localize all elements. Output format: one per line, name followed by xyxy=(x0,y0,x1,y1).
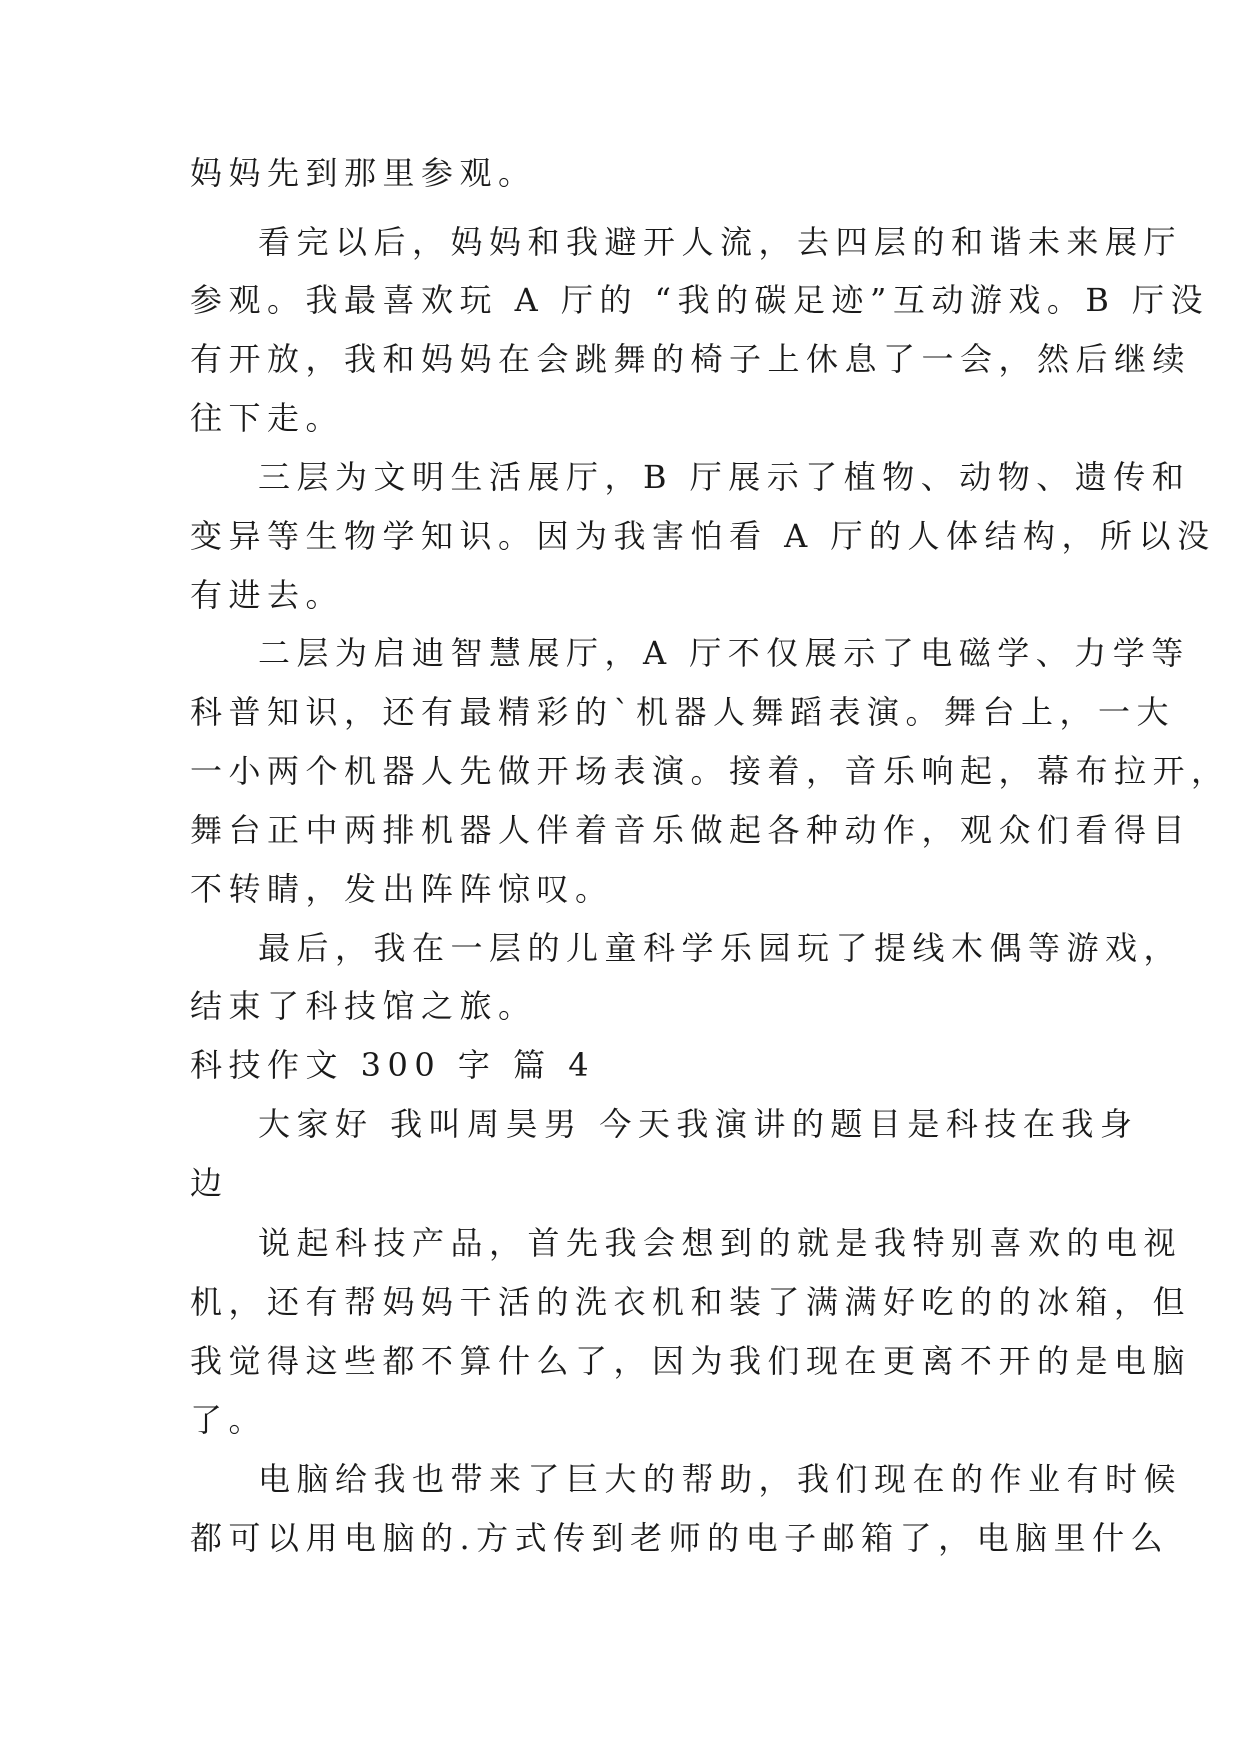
paragraph-line: 看完以后，妈妈和我避开人流，去四层的和谐未来展厅 xyxy=(258,223,1183,261)
paragraph-line: 机，还有帮妈妈干活的洗衣机和装了满满好吃的的冰箱，但 xyxy=(190,1283,1192,1321)
paragraph-line: 最后，我在一层的儿童科学乐园玩了提线木偶等游戏， xyxy=(258,929,1183,967)
paragraph-line: 变异等生物学知识。因为我害怕看 A 厅的人体结构，所以没 xyxy=(190,517,1216,555)
paragraph-line: 了。 xyxy=(190,1401,268,1439)
paragraph-line: 大家好 我叫周昊男 今天我演讲的题目是科技在我身 xyxy=(258,1105,1139,1143)
paragraph-line: 往下走。 xyxy=(190,399,345,437)
paragraph-line: 二层为启迪智慧展厅，A 厅不仅展示了电磁学、力学等 xyxy=(258,634,1190,672)
paragraph-line: 结束了科技馆之旅。 xyxy=(190,987,537,1025)
paragraph-line: 电脑给我也带来了巨大的帮助，我们现在的作业有时候 xyxy=(258,1460,1183,1498)
paragraph-line: 有开放，我和妈妈在会跳舞的椅子上休息了一会，然后继续 xyxy=(190,340,1192,378)
paragraph-line: 都可以用电脑的.方式传到老师的电子邮箱了，电脑里什么 xyxy=(190,1519,1170,1557)
paragraph-line: 说起科技产品，首先我会想到的就是我特别喜欢的电视 xyxy=(258,1224,1183,1262)
paragraph-line: 一小两个机器人先做开场表演。接着，音乐响起，幕布拉开， xyxy=(190,752,1230,790)
paragraph-line: 有进去。 xyxy=(190,576,345,614)
paragraph-line: 参观。我最喜欢玩 A 厅的 “我的碳足迹”互动游戏。B 厅没 xyxy=(190,281,1210,319)
paragraph-line: 不转睛，发出阵阵惊叹。 xyxy=(190,870,614,908)
paragraph-line: 舞台正中两排机器人伴着音乐做起各种动作，观众们看得目 xyxy=(190,811,1192,849)
section-heading: 科技作文 300 字 篇 4 xyxy=(190,1046,596,1084)
paragraph-line: 三层为文明生活展厅，B 厅展示了植物、动物、遗传和 xyxy=(258,458,1191,496)
paragraph-line: 边 xyxy=(190,1164,229,1202)
paragraph-line: 科普知识，还有最精彩的`机器人舞蹈表演。舞台上，一大 xyxy=(190,693,1176,731)
paragraph-line: 妈妈先到那里参观。 xyxy=(190,154,537,192)
paragraph-line: 我觉得这些都不算什么了，因为我们现在更离不开的是电脑 xyxy=(190,1342,1192,1380)
